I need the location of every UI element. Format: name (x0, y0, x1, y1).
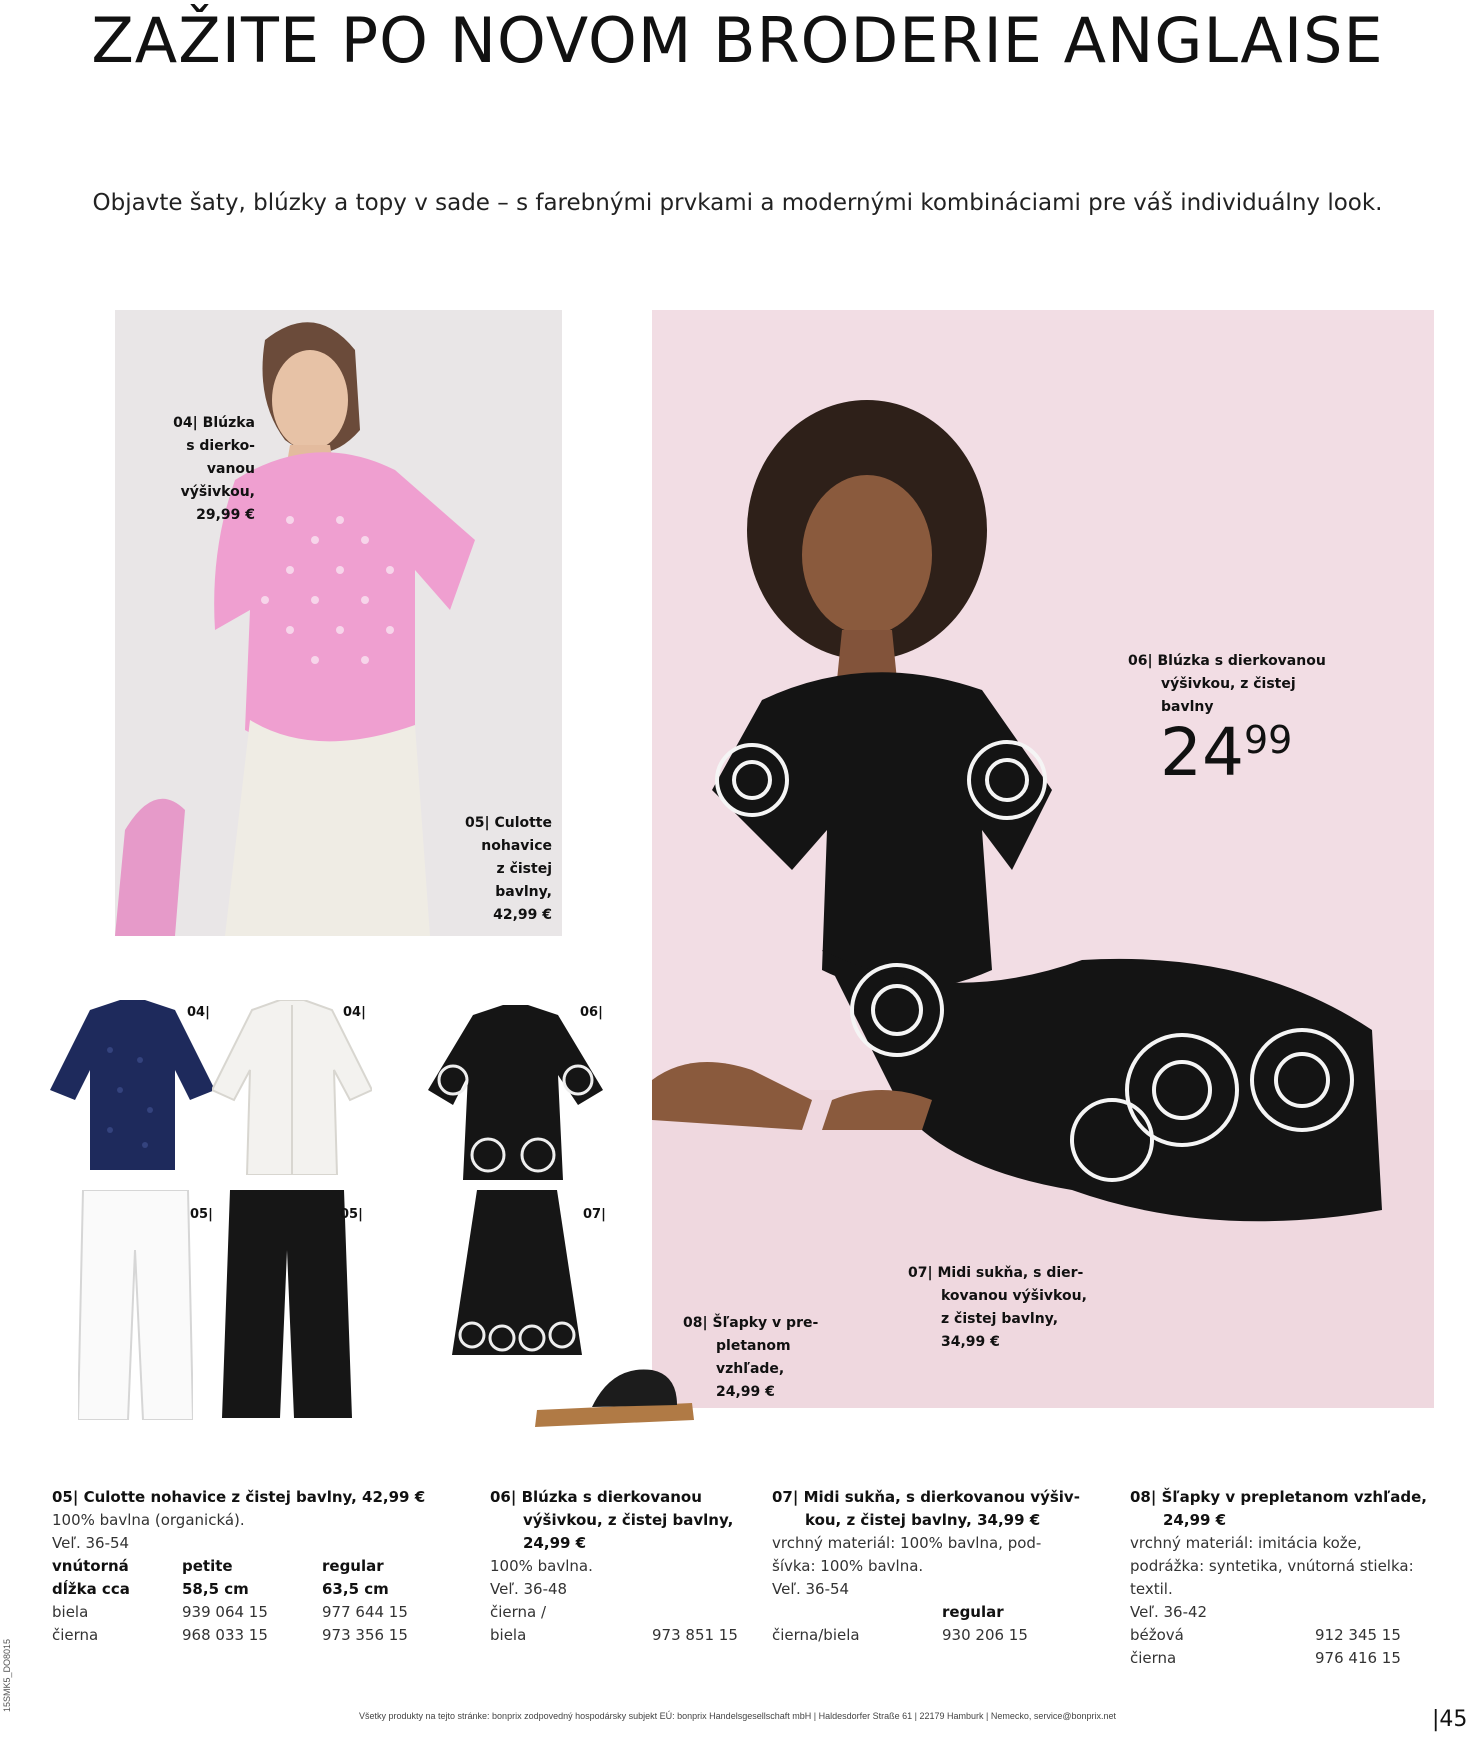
callout-07: 07| Midi sukňa, s dier- kovanou výšivkou, z čistej bavlny, 34,99 € (908, 1265, 1087, 1350)
product-07-details: 07| Midi sukňa, s dierkovanou výšiv- kou, z čistej bavlny, 34,99 € vrchný materiál: 100% bavlna, pod- šívka: 100% bavlna. Veľ. 36-54 regular čierna/biela 930 206 15 (772, 1488, 1080, 1644)
callout-04: 04| Blúzka s dierko- vanou výšivkou, 29,99 € (173, 415, 255, 523)
page-number: |45 (1432, 1707, 1468, 1732)
page-title: ZAŽITE PO NOVOM BRODERIE ANGLAISE (91, 4, 1384, 77)
tag-05-white: 05| (190, 1207, 213, 1222)
table-row: čierna 976 416 15 (1130, 1649, 1401, 1667)
product-06-details: 06| Blúzka s dierkovanou výšivkou, z čistej bavlny, 24,99 € 100% bavlna. Veľ. 36-48 čierna / biela 973 851 15 (490, 1488, 738, 1644)
table-row: čierna 968 033 15 973 356 15 (52, 1626, 408, 1644)
white-blouse-image (212, 1000, 372, 1175)
side-code: 15SMK5_DO8015 (2, 1638, 12, 1712)
tag-07-skirt: 07| (583, 1207, 606, 1222)
big-price: 2499 (1160, 714, 1293, 791)
tag-04-navy: 04| (187, 1005, 210, 1020)
white-pants-image (78, 1190, 193, 1420)
black-pants-image (222, 1190, 352, 1418)
black-skirt-image (452, 1190, 582, 1355)
tag-06-black: 06| (580, 1005, 603, 1020)
footer-legal: Všetky produkty na tejto stránke: bonprix zodpovedný hospodársky subjekt EÚ: bonprix Handelsgesellschaft mbH | Haldesdorfer Straße 61 | 22179 Hamburk | Nemecko, service@bonprix.net (358, 1711, 1117, 1721)
black-outfit-photo (652, 310, 1434, 1408)
sandals-image (532, 1365, 697, 1430)
navy-blouse-image (50, 1000, 215, 1170)
black-blouse-image (428, 1005, 603, 1180)
tag-04-white: 04| (343, 1005, 366, 1020)
callout-05: 05| Culotte nohavice z čistej bavlny, 42,99 € (464, 815, 552, 923)
table-row: béžová 912 345 15 (1130, 1626, 1401, 1644)
table-row: biela 939 064 15 977 644 15 (52, 1603, 408, 1621)
product-08-details: 08| Šľapky v prepletanom vzhľade, 24,99 € vrchný materiál: imitácia kože, podrážka: syntetika, vnútorná stielka: textil. Veľ. 36-42 béžová 912 345 15 čierna 976 416 15 (1130, 1486, 1450, 1670)
callout-06: 06| Blúzka s dierkovanou výšivkou, z čistej bavlny (1128, 653, 1326, 715)
page-subtitle: Objavte šaty, blúzky a topy v sade – s farebnými prvkami a modernými kombináciami pre váš individuálny look. (92, 190, 1383, 216)
callout-08: 08| Šľapky v pre- pletanom vzhľade, 24,99 € (683, 1315, 819, 1400)
product-05-details: 05| Culotte nohavice z čistej bavlny, 42,99 € 100% bavlna (organická). Veľ. 36-54 vnútorná petite regular dĺžka cca 58,5 cm 63,5 cm biela 939 064 15 977 644 15 čierna 968 033 15 973 356 15 (52, 1486, 452, 1647)
tag-05-black: 05| (340, 1207, 363, 1222)
